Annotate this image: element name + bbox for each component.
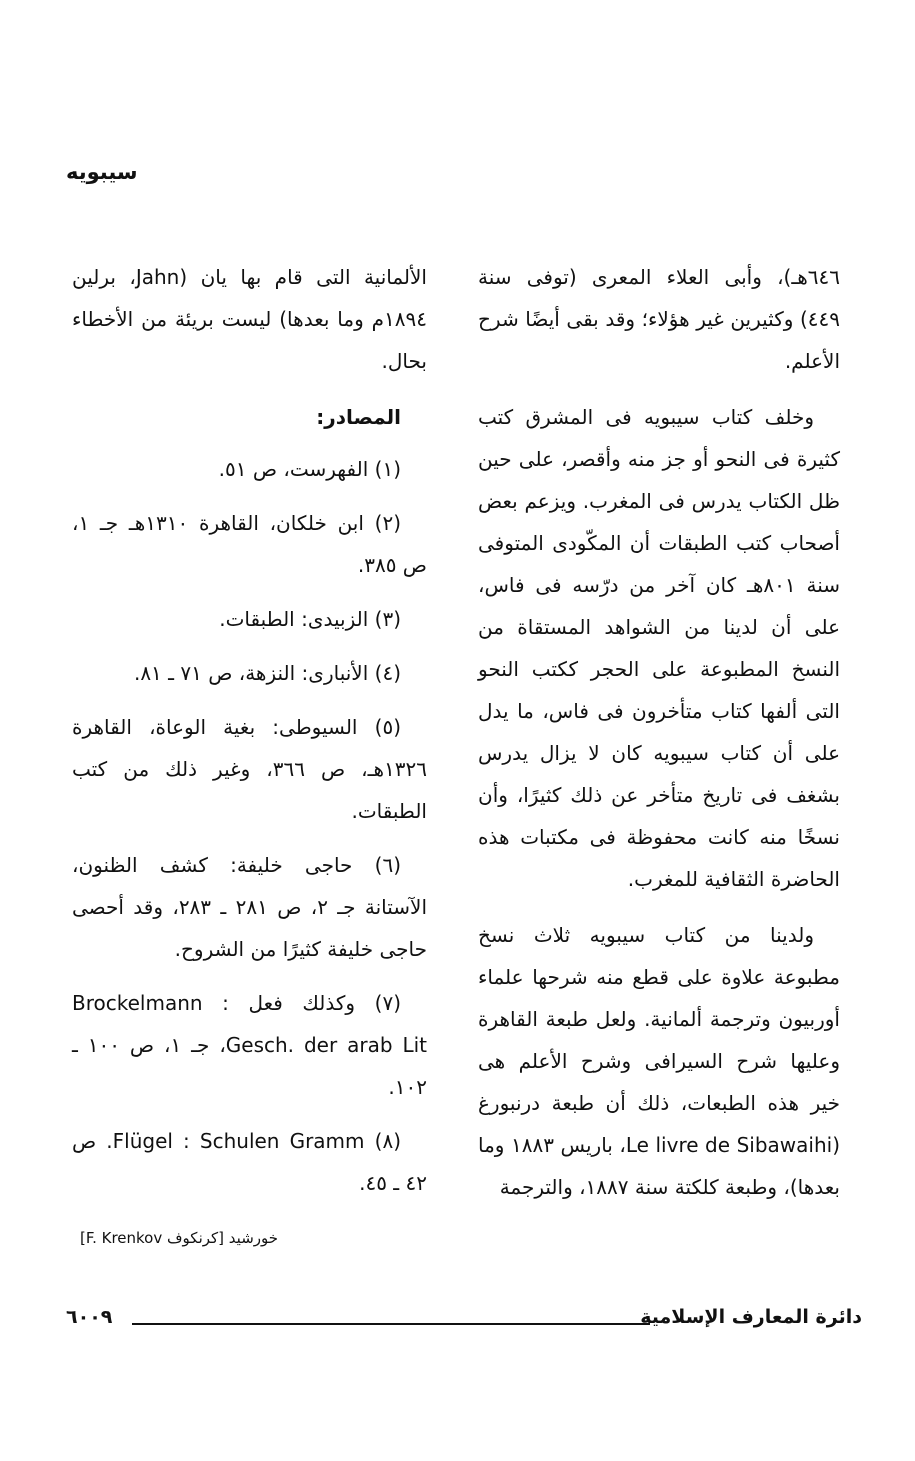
source-item: (٤) الأنبارى: النزهة، ص ٧١ ـ ٨١.	[133, 661, 401, 685]
footer-title: دائرة المعارف الإسلامية	[640, 1306, 862, 1328]
footer-rule	[132, 1323, 650, 1325]
paragraph: ولدينا من كتاب سيبويه ثلاث نسخ مطبوعة علاوة على قطع منه شرحها علماء أوربيون وترجمة ألمانية. ولعل طبعة القاهرة وعليها شرح السيرافى وشرح الأعلم هى خير هذه الطبعات، ذلك أن طبعة درنبورغ (Le livre de Sibawaihi، باريس ١٨٨٣ وما بعدها)، وطبعة كلكتة سنة ١٨٨٧، والترجمة	[478, 923, 841, 1199]
source-item: (٢) ابن خلكان، القاهرة ١٣١٠هـ جـ ١، ص ٣٨٥.	[72, 511, 427, 577]
source-item: (٦) حاجى خليفة: كشف الظنون، الآستانة جـ ٢، ص ٢٨١ ـ ٢٨٣، وقد أحصى حاجى خليفة كثيرًا من الشروح.	[72, 853, 427, 961]
sources-heading: المصادر:	[316, 405, 401, 429]
page-number: ٦٠٠٩	[66, 1306, 113, 1328]
paragraph: الألمانية التى قام بها يان (Jahn، برلين ١٨٩٤م وما بعدها) ليست بريئة من الأخطاء بحال.	[72, 265, 427, 373]
source-item: (٨) Flügel : Schulen Gramm. ص ٤٢ ـ ٤٥.	[72, 1129, 427, 1195]
source-item: (٧) وكذلك فعل Brockelmann : Gesch. der arab Lit، جـ ١، ص ١٠٠ ـ ١٠٢.	[72, 991, 427, 1099]
paragraph: ٦٤٦هـ)، وأبى العلاء المعرى (توفى سنة ٤٤٩) وكثيرين غير هؤلاء؛ وقد بقى أيضًا شرح الأعلم.	[478, 265, 840, 373]
source-item: (١) الفهرست، ص ٥١.	[218, 457, 401, 481]
source-item: (٥) السيوطى: بغية الوعاة، القاهرة ١٣٢٦هـ، ص ٣٦٦، وغير ذلك من كتب الطبقات.	[72, 715, 428, 823]
left-column	[72, 256, 427, 1264]
source-item: (٣) الزبيدى: الطبقات.	[219, 607, 401, 631]
page-footer	[66, 1306, 862, 1336]
paragraph: وخلف كتاب سيبويه فى المشرق كتب كثيرة فى النحو أو جز منه وأقصر، على حين ظل الكتاب يدرس فى المغرب. ويزعم بعض أصحاب كتب الطبقات أن المكّودى المتوفى سنة ٨٠١هـ كان آخر من درّسه فى فاس، على أن لدينا من الشواهد المستقاة من النسخ المطبوعة على الحجر ككتب النحو التى ألفها كتاب متأخرون فى فاس، ما يدل على أن كتاب سيبويه كان لا يزال يدرس بشغف فى تاريخ متأخر عن ذلك كثيرًا، وأن نسخًا منه كانت محفوظة فى مكتبات هذه الحاضرة الثقافية للمغرب.	[478, 405, 841, 891]
article-author: خورشيد [كرنكوف F. Krenkov]	[80, 1229, 279, 1247]
right-column	[478, 256, 840, 1222]
running-head: سيبويه	[66, 160, 138, 184]
